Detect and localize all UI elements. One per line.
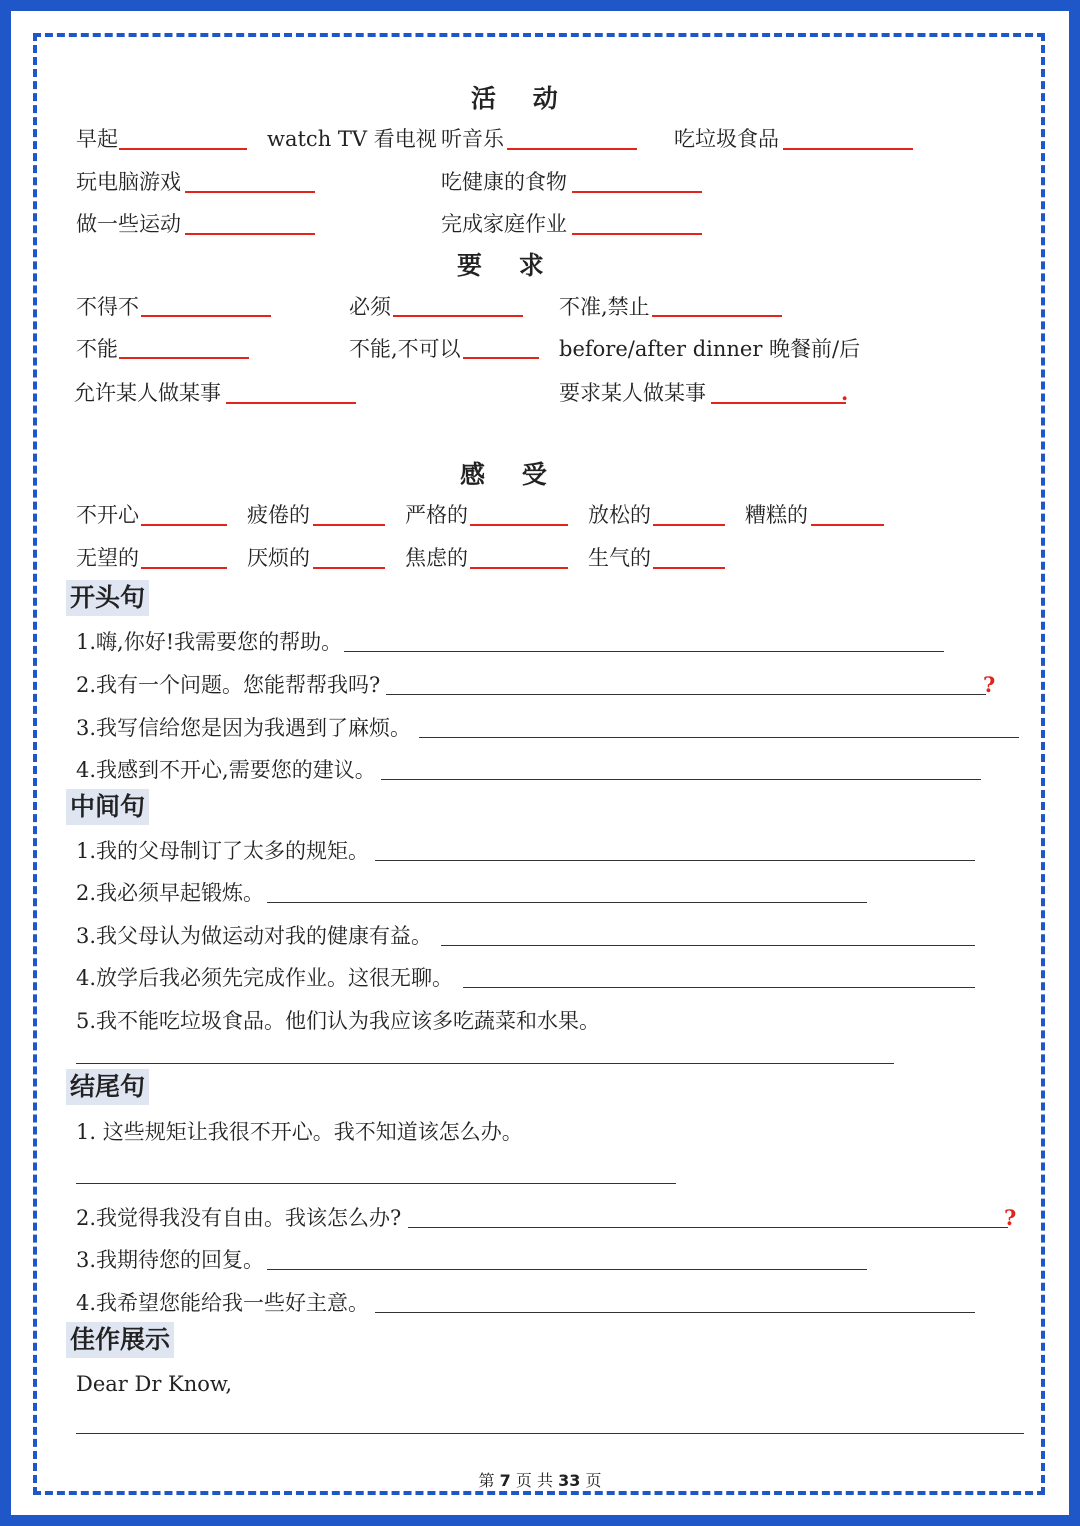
letter-salutation: Dear Dr Know, <box>76 1372 233 1396</box>
blank-line[interactable] <box>141 524 227 526</box>
answer-line[interactable] <box>408 1227 1008 1228</box>
activity-label-1: 早起 <box>76 127 118 151</box>
section-showcase: 佳作展示 <box>66 1322 174 1358</box>
answer-line[interactable] <box>386 694 986 695</box>
page-number: 7 <box>499 1471 511 1490</box>
blank-line[interactable] <box>463 357 539 359</box>
feeling-label-7: 厌烦的 <box>247 546 310 570</box>
blank-line[interactable] <box>119 357 249 359</box>
ending-sentence-3: 3.我期待您的回复。 <box>76 1248 265 1272</box>
middle-sentence-2: 2.我必须早起锻炼。 <box>76 881 265 905</box>
blank-line[interactable] <box>653 567 725 569</box>
activity-label-8: 完成家庭作业 <box>441 212 567 236</box>
requirement-label-5: 不能,不可以 <box>349 337 461 361</box>
page-total: 33 <box>558 1471 581 1490</box>
requirement-label-4: 不能 <box>76 337 118 361</box>
opening-sentence-4: 4.我感到不开心,需要您的建议。 <box>76 758 376 782</box>
blank-line[interactable] <box>141 567 227 569</box>
answer-line[interactable] <box>76 1063 894 1064</box>
footer-prefix: 第 <box>478 1471 495 1490</box>
section-ending: 结尾句 <box>66 1069 149 1105</box>
blank-line[interactable] <box>226 402 356 404</box>
heading-requirements: 要 求 <box>457 251 558 280</box>
blank-line[interactable] <box>572 191 702 193</box>
opening-sentence-2: 2.我有一个问题。您能帮帮我吗? <box>76 673 381 697</box>
blank-line[interactable] <box>470 567 568 569</box>
activity-label-3: 听音乐 <box>441 127 504 151</box>
feeling-label-8: 焦虑的 <box>405 546 468 570</box>
feeling-label-1: 不开心 <box>76 503 139 527</box>
answer-line[interactable] <box>375 1312 975 1313</box>
activity-label-4: 吃垃圾食品 <box>674 127 779 151</box>
middle-sentence-5: 5.我不能吃垃圾食品。他们认为我应该多吃蔬菜和水果。 <box>76 1009 601 1033</box>
answer-line[interactable] <box>76 1183 676 1184</box>
blank-line[interactable] <box>711 402 846 404</box>
blank-line[interactable] <box>393 315 523 317</box>
blank-line[interactable] <box>572 233 702 235</box>
feeling-label-9: 生气的 <box>588 546 651 570</box>
blank-line[interactable] <box>470 524 568 526</box>
requirement-label-3: 不准,禁止 <box>559 295 650 319</box>
opening-sentence-1: 1.嗨,你好!我需要您的帮助。 <box>76 630 343 654</box>
answer-line[interactable] <box>419 737 1019 738</box>
middle-sentence-1: 1.我的父母制订了太多的规矩。 <box>76 839 370 863</box>
feeling-label-4: 放松的 <box>588 503 651 527</box>
activity-label-7: 做一些运动 <box>76 212 181 236</box>
activity-label-6: 吃健康的食物 <box>441 170 567 194</box>
blank-line[interactable] <box>185 233 315 235</box>
heading-activities: 活 动 <box>471 84 572 113</box>
section-middle: 中间句 <box>66 789 149 825</box>
opening-sentence-3: 3.我写信给您是因为我遇到了麻烦。 <box>76 716 412 740</box>
requirement-label-6: before/after dinner 晚餐前/后 <box>559 337 861 361</box>
footer-suffix: 页 <box>585 1471 602 1490</box>
answer-line[interactable] <box>76 1433 1024 1434</box>
section-opening: 开头句 <box>66 580 149 616</box>
ending-sentence-1: 1. 这些规矩让我很不开心。我不知道该怎么办。 <box>76 1120 523 1144</box>
question-mark: ? <box>1004 1205 1017 1230</box>
page-footer <box>11 1471 1069 1491</box>
feeling-label-5: 糟糕的 <box>745 503 808 527</box>
blank-line[interactable] <box>119 148 247 150</box>
blank-line[interactable] <box>507 148 637 150</box>
footer-middle: 页 共 <box>515 1471 553 1490</box>
answer-line[interactable] <box>441 945 975 946</box>
middle-sentence-3: 3.我父母认为做运动对我的健康有益。 <box>76 924 433 948</box>
feeling-label-2: 疲倦的 <box>247 503 310 527</box>
activity-label-2: watch TV 看电视 <box>267 127 437 151</box>
middle-sentence-4: 4.放学后我必须先完成作业。这很无聊。 <box>76 966 454 990</box>
answer-line[interactable] <box>267 1269 867 1270</box>
activity-label-5: 玩电脑游戏 <box>76 170 181 194</box>
question-mark: ? <box>983 672 996 697</box>
blank-line[interactable] <box>652 315 782 317</box>
blank-line[interactable] <box>783 148 913 150</box>
ending-sentence-4: 4.我希望您能给我一些好主意。 <box>76 1291 370 1315</box>
blank-line[interactable] <box>185 191 315 193</box>
answer-line[interactable] <box>344 651 944 652</box>
heading-feelings: 感 受 <box>460 460 561 489</box>
feeling-label-6: 无望的 <box>76 546 139 570</box>
answer-line[interactable] <box>381 779 981 780</box>
blank-line[interactable] <box>653 524 725 526</box>
period-mark: . <box>841 380 849 405</box>
blank-line[interactable] <box>313 524 385 526</box>
answer-line[interactable] <box>463 987 975 988</box>
blank-line[interactable] <box>811 524 884 526</box>
requirement-label-7: 允许某人做某事 <box>74 381 221 405</box>
feeling-label-3: 严格的 <box>405 503 468 527</box>
blank-line[interactable] <box>313 567 385 569</box>
requirement-label-2: 必须 <box>349 295 391 319</box>
requirement-label-8: 要求某人做某事 <box>559 381 706 405</box>
requirement-label-1: 不得不 <box>76 295 139 319</box>
answer-line[interactable] <box>375 860 975 861</box>
ending-sentence-2: 2.我觉得我没有自由。我该怎么办? <box>76 1206 402 1230</box>
answer-line[interactable] <box>267 902 867 903</box>
blank-line[interactable] <box>141 315 271 317</box>
